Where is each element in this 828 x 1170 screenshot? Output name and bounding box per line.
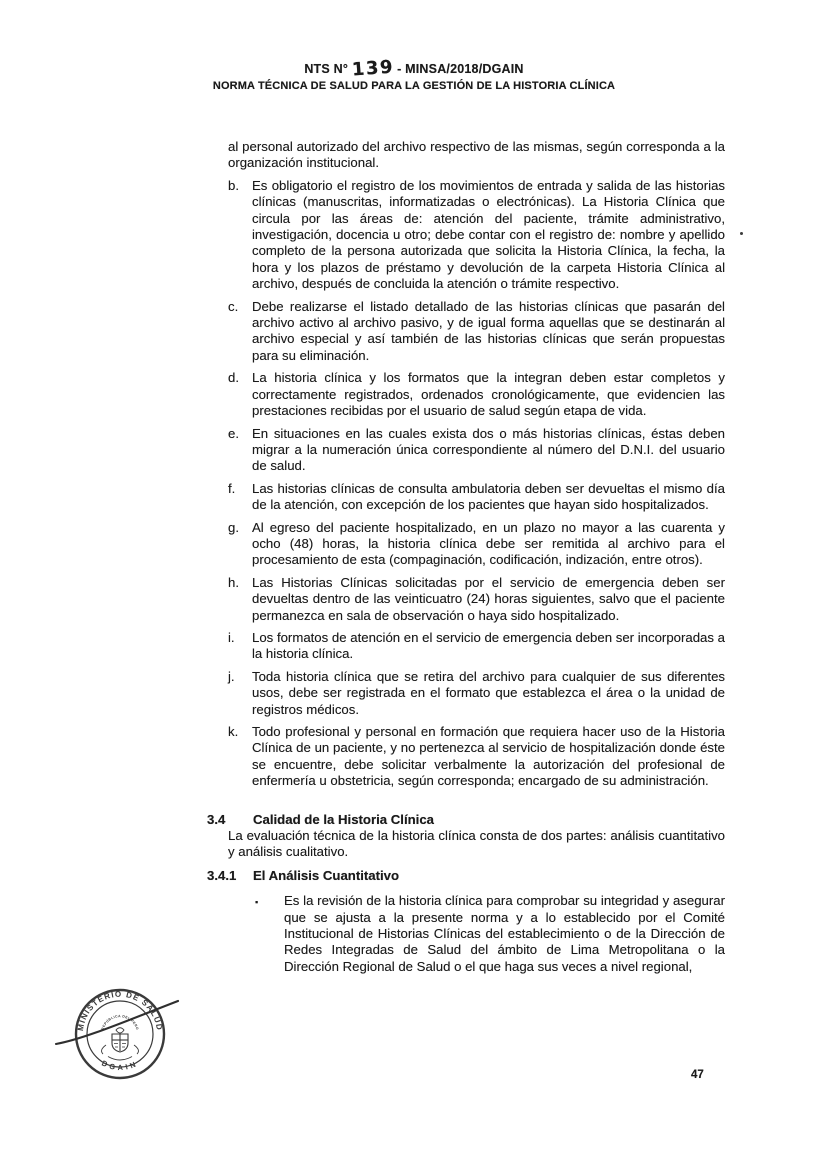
nts-prefix: NTS N° [304, 62, 349, 76]
list-item-marker: j. [228, 668, 235, 684]
document-code-line [0, 56, 828, 81]
list-item-text: Las Historias Clínicas solicitadas por el servicio de emergencia deben ser devueltas dentro de las veinticuatro (24) horas siguientes, salvo que el paciente permanezca en sala de observación o haya sido hospitalizado. [252, 574, 725, 623]
nts-suffix: - MINSA/2018/DGAIN [397, 62, 524, 76]
seal-text-top: MINISTERIO DE SALUD [75, 989, 164, 1032]
list-item-marker: f. [228, 480, 236, 496]
bullet-square-icon: ▪ [255, 897, 259, 908]
section-number: 3.4.1 [207, 867, 237, 883]
bullet-item [255, 893, 725, 975]
list-item-text: Todo profesional y personal en formación que requiera hacer uso de la Historia Clínica de un paciente, y no pertenezca al servicio de hospitalización donde éste se encuentre, debe solicitar verbalmente la autorización del profesional de enfermería u obstetricia, según corresponda; encargado de su administración. [252, 724, 725, 789]
list-item [228, 299, 725, 365]
list-item [228, 178, 725, 293]
section-title: Calidad de la Historia Clínica [253, 811, 435, 827]
list-item-text: Las historias clínicas de consulta ambulatoria deben ser devueltas el mismo día de la atención, con excepción de los pacientes que hayan sido hospitalizados. [252, 480, 725, 513]
seal-inner-text: REPÚBLICA DEL PERÚ [100, 1014, 140, 1031]
list-item-marker: i. [228, 629, 235, 645]
list-item-text: Debe realizarse el listado detallado de las historias clínicas que pasarán del archivo activo al archivo pasivo, y de igual forma aquellas que se destinarán al archivo especial y así también de las historias clínicas que serán propuestas para su eliminación. [252, 298, 725, 363]
list-item-text: Toda historia clínica que se retira del archivo para cualquier de sus diferentes usos, debe ser registrada en el formato que establezca el área o la unidad de registros médicos. [252, 668, 725, 717]
document-body [207, 139, 725, 975]
list-item-marker: e. [228, 425, 239, 441]
list-item [228, 481, 725, 514]
list-item [228, 724, 725, 790]
list-item [228, 630, 725, 663]
seal-text-bottom: DGAIN [100, 1058, 140, 1073]
list-item-text: Los formatos de atención en el servicio de emergencia deben ser incorporadas a la historia clínica. [252, 629, 725, 662]
list-item-text: La historia clínica y los formatos que la integran deben estar completos y correctamente registrados, ordenados cronológicamente, que evidencien las prestaciones recibidas por el usuario de salud según etapa de vida. [252, 370, 725, 419]
list-item-marker: b. [228, 177, 239, 193]
ministry-seal [50, 983, 190, 1087]
list-item-marker: k. [228, 724, 239, 739]
list-item-marker: d. [228, 370, 239, 386]
list-item-marker: h. [228, 574, 239, 590]
list-item [228, 575, 725, 624]
coat-of-arms-icon [102, 1028, 139, 1060]
document-header [0, 56, 828, 94]
section-heading-3-4-1 [207, 868, 725, 884]
list-item-marker: g. [228, 519, 239, 535]
list-item [228, 426, 725, 475]
page-number: 47 [691, 1069, 704, 1081]
list-item [228, 520, 725, 569]
list-item [228, 370, 725, 419]
scan-artifact-dot [740, 232, 743, 235]
section-heading-3-4 [207, 812, 725, 828]
section-paragraph: La evaluación técnica de la historia clínica consta de dos partes: análisis cuantitativo y análisis cualitativo. [228, 828, 725, 860]
list-item [228, 669, 725, 718]
section-title: El Análisis Cuantitativo [253, 867, 400, 883]
paragraph-continuation: al personal autorizado del archivo respectivo de las mismas, según corresponda a la organización institucional. [228, 139, 725, 171]
list-item-marker: c. [228, 298, 239, 314]
list-item-text: Al egreso del paciente hospitalizado, en un plazo no mayor a las cuarenta y ocho (48) horas, la historia clínica debe ser remitida al archivo para el procesamiento de esta (compaginación, codificación, indización, entre otros). [252, 519, 725, 568]
list-item-text: Es obligatorio el registro de los movimientos de entrada y salida de las historias clínicas (manuscritas, informatizadas o electrónicas). La Historia Clínica que circula por las áreas de: atención del paciente, trámite administrativo, investigación, docencia u otro; debe contar con el registro de: nombre y apellido completo de la persona autorizada que solicita la Historia Clínica, la fecha, la hora y los plazos de préstamo y devolución de la carpeta Historia Clínica al archivo, después de concluida la atención o trámite respectivo. [252, 177, 725, 292]
nts-number-handwritten: 139 [351, 56, 395, 81]
bullet-item-text: Es la revisión de la historia clínica para comprobar su integridad y asegurar que se ajusta a la presente norma y a lo establecido por el Comité Institucional de Historias Clínicas del establecimiento o de la Dirección de Redes Integradas de Salud del ámbito de Lima Metropolitana o la Dirección Regional de Salud o el que haga sus veces a nivel regional, [284, 893, 725, 974]
list-item-text: En situaciones en las cuales exista dos o más historias clínicas, éstas deben migrar a la numeración única correspondiente al número del D.N.I. del usuario de salud. [252, 425, 725, 474]
section-number: 3.4 [207, 811, 226, 827]
document-title: NORMA TÉCNICA DE SALUD PARA LA GESTIÓN DE LA HISTORIA CLÍNICA [212, 80, 616, 92]
